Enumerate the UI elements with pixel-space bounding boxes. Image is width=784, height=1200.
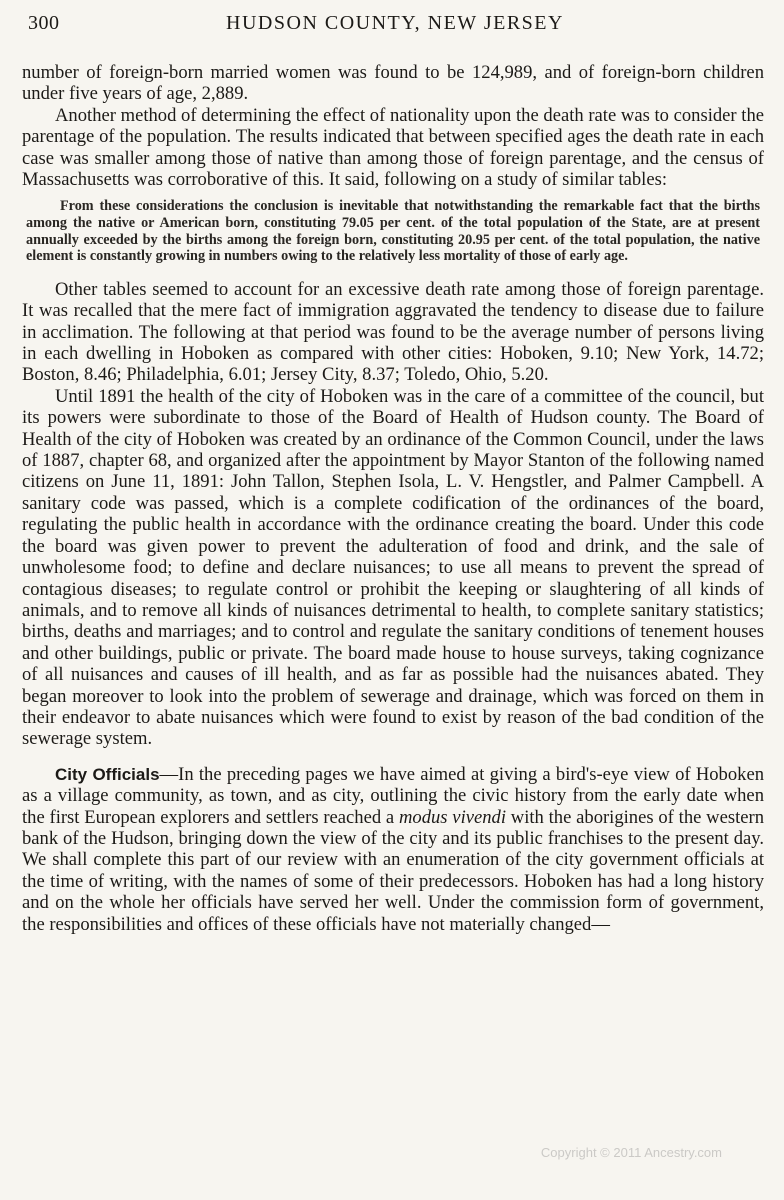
page-number: 300 xyxy=(28,12,60,34)
block-quote xyxy=(26,198,760,264)
running-title: HUDSON COUNTY, NEW JERSEY xyxy=(226,12,564,34)
paragraph-parentage: Another method of determining the effect of nationality upon the death rate was to consider the parentage of the population. The results indicated that between specified ages the death rate in each case was smaller among those of native than among those of foreign parentage, and the census of Massachusetts was corroborative of this. It said, following on a study of similar tables: xyxy=(22,104,764,191)
city-officials-text-2: with the aborigines of the western bank of the Hudson, bringing down the view of the city and its public franchises to the present day. We shall complete this part of our review with an enumeration of the city government officials at the time of writing, with the names of some of their predecessors. Hoboken has had a long history and on the whole her officials have served her well. Under the commission form of government, the responsibilities and offices of these officials have not materially changed— xyxy=(22,806,764,935)
section-heading: City Officials xyxy=(55,764,160,784)
paragraph-board-of-health: Until 1891 the health of the city of Hoboken was in the care of a committee of the council, but its powers were subordinate to those of the Board of Health of Hudson county. The Board of Health of the city of Hoboken was created by an ordinance of the Common Council, under the laws of 1887, chapter 68, and organized after the appointment by Mayor Stanton of the following named citizens on June 11, 1891: John Tallon, Stephen Isola, L. V. Hengstler, and Palmer Campbell. A sanitary code was passed, which is a complete codification of the ordinances of the board, regulating the public health in accordance with the ordinance creating the board. Under this code the board was given power to prevent the adulteration of food and drink, and the sale of unwholesome food; to define and declare nuisances; to use all means to prevent the spread of contagious diseases; to regulate control or prohibit the keeping or slaughtering of all kinds of animals, and to remove all kinds of nuisances detrimental to health, to complete sanitary statistics; births, deaths and marriages; and to control and regulate the sanitary conditions of tenement houses and other buildings, public or private. The board made house to house surveys, taking cognizance of all nuisances and causes of ill health, and as far as possible had the nuisances abated. They began moreover to look into the problem of sewerage and drainage, which was forced on them in their endeavor to abate nuisances which were found to exist by reason of the bad condition of the sewerage system. xyxy=(22,385,764,750)
city-officials-text-1: —In the preceding pages we have aimed at giving a bird's-eye view of Hoboken as a village community, as town, and as city, outlining the civic history from the early date when the first European explorers and settlers reached a xyxy=(22,763,764,828)
paragraph-foreign-parentage: Other tables seemed to account for an excessive death rate among those of foreign parentage. It was recalled that the mere fact of immigration aggravated the tendency to disease due to failure in acclimation. The following at that period was found to be the average number of persons living in each dwelling in Hoboken as compared with other cities: Hoboken, 9.10; New York, 14.72; Boston, 8.46; Philadelphia, 6.01; Jersey City, 8.37; Toledo, Ohio, 5.20. xyxy=(22,278,764,386)
paragraph-continuation: number of foreign-born married women was found to be 124,989, and of foreign-born children under five years of age, 2,889. xyxy=(22,62,764,105)
paragraph-city-officials xyxy=(22,764,764,935)
italic-phrase: modus vivendi xyxy=(398,806,506,828)
watermark: Copyright © 2011 Ancestry.com xyxy=(540,1145,722,1160)
body-text xyxy=(22,62,764,935)
page-header xyxy=(28,12,762,42)
quote-text: From these considerations the conclusion is inevitable that notwithstanding the remarkable fact that the births among the native or American born, constituting 79.05 per cent. of the total population of the State, are at present annually exceeded by the births among the foreign born, constituting 20.95 per cent. of the total population, the native element is constantly growing in numbers owing to the relatively less mortality of those of early age. xyxy=(26,198,760,265)
